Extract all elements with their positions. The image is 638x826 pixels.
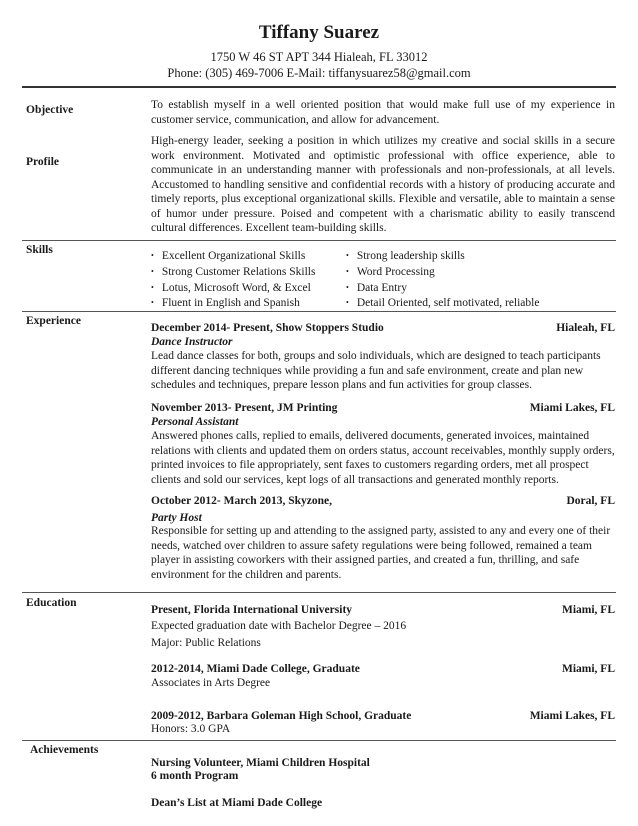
job-location: Doral, FL <box>566 495 615 507</box>
education-detail: Expected graduation date with Bachelor Degree – 2016 <box>151 620 407 632</box>
education-location: Miami Lakes, FL <box>529 710 615 722</box>
job-desc-line: Responsible for setting up and attending to the assigned party, assisted to any and every one of their <box>151 525 611 537</box>
job-role: Dance Instructor <box>151 336 233 348</box>
skill-item: • Fluent in English and Spanish <box>151 296 315 312</box>
skill-item: • Detail Oriented, self motivated, reliable <box>346 296 539 312</box>
profile-text: High-energy leader, seeking a position in which utilizes my creative and social skills in a secure work environment. Motivated and optimistic professional with office experience, able to communicate in an understanding manner with professionals and non-professionals, at all levels. Accustomed to handling sensitive and confidential records with a history of producing accurate and timely reports, plus exceptional organizational skills. Flexible and versatile, able to maintain a sense of humor under pressure. Poised and competent with a charismatic ability to easily transcend cultural differences. Excellent team-building skills. <box>151 135 615 234</box>
achievement-item: Dean’s List at Miami Dade College <box>151 797 323 809</box>
job-desc-line: different dancing techniques while providing a fun and safe environment, create and plan new <box>151 364 584 377</box>
education-detail: Honors: 3.0 GPA <box>151 723 231 735</box>
achievements-label: Achievements <box>30 744 99 756</box>
job-role: Party Host <box>151 512 202 524</box>
education-heading <box>151 663 615 675</box>
job-desc-line: Lead dance classes for both, groups and solo individuals, which are designed to teach participants <box>151 350 601 362</box>
header-divider <box>22 86 616 88</box>
contact-line: Phone: (305) 469-7006 E-Mail: tiffanysuarez58@gmail.com <box>167 66 471 80</box>
job-desc-line: environment for the children and parents. <box>151 568 342 581</box>
achievement-item: Nursing Volunteer, Miami Children Hospital <box>151 757 370 769</box>
skill-item: • Strong leadership skills <box>346 249 539 265</box>
skill-item: • Word Processing <box>346 265 539 281</box>
address: 1750 W 46 ST APT 344 Hialeah, FL 33012 <box>210 50 428 64</box>
job-desc-line: schedules and techniques, prepare lesson plans and fun activities for group classes. <box>151 379 532 391</box>
job-description <box>151 429 615 487</box>
job-title: November 2013- Present, JM Printing <box>151 402 338 414</box>
job-desc-line: printed invoices to file appropriately, sent faxes to customers regarding orders, met all prospect <box>151 459 589 471</box>
job-title: October 2012- March 2013, Skyzone, <box>151 495 333 507</box>
job-location: Hialeah, FL <box>556 322 615 334</box>
job-heading <box>151 322 615 334</box>
achievement-item: 6 month Program <box>151 770 239 782</box>
job-description <box>151 524 615 582</box>
education-heading <box>151 710 615 722</box>
education-heading <box>151 604 615 616</box>
education-location: Miami, FL <box>561 663 615 675</box>
skills-divider <box>22 311 616 312</box>
job-desc-line: relations with clients and updated them on orders status, account receivables, monthly supply orders, <box>151 444 615 457</box>
education-label: Education <box>26 597 77 609</box>
job-title: December 2014- Present, Show Stoppers Studio <box>151 322 384 334</box>
education-title: 2012-2014, Miami Dade College, Graduate <box>151 663 360 675</box>
skill-item: • Data Entry <box>346 281 539 297</box>
skills-list-left <box>151 249 315 312</box>
job-role: Personal Assistant <box>151 416 239 428</box>
resume-name: Tiffany Suarez <box>258 22 380 43</box>
education-detail: Associates in Arts Degree <box>151 677 271 689</box>
skill-item: • Excellent Organizational Skills <box>151 249 315 265</box>
skill-item: • Lotus, Microsoft Word, & Excel <box>151 281 315 297</box>
objective-label: Objective <box>26 104 74 116</box>
job-desc-line: needs, watched over children to assure safety regulations were being followed, remained a team <box>151 539 592 552</box>
skills-label: Skills <box>26 244 53 256</box>
job-desc-line: Answered phones calls, replied to emails, delivered documents, generated invoices, maintained <box>151 430 590 442</box>
job-description <box>151 349 615 393</box>
education-title: Present, Florida International University <box>151 604 353 616</box>
education-detail: Major: Public Relations <box>151 637 261 649</box>
objective-text: To establish myself in a well oriented position that would make full use of my experience in customer service, communication, and allow for advancement. <box>151 99 615 126</box>
job-heading <box>151 495 615 507</box>
profile-divider <box>22 240 616 241</box>
education-location: Miami, FL <box>561 604 615 616</box>
experience-divider <box>22 592 616 593</box>
skill-item: • Strong Customer Relations Skills <box>151 265 315 281</box>
job-desc-line: clients and sold our services, kept logs of all transactions and generated monthly reports. <box>151 473 559 486</box>
profile-label: Profile <box>26 156 59 168</box>
education-title: 2009-2012, Barbara Goleman High School, Graduate <box>151 710 412 722</box>
job-location: Miami Lakes, FL <box>529 402 615 414</box>
job-desc-line: player in assisting coworkers with their assigned parties, and created a fun, thrilling, and safe <box>151 554 580 566</box>
experience-label: Experience <box>26 315 81 327</box>
education-divider <box>22 740 616 741</box>
job-heading <box>151 402 615 414</box>
skills-list-right <box>346 249 539 312</box>
